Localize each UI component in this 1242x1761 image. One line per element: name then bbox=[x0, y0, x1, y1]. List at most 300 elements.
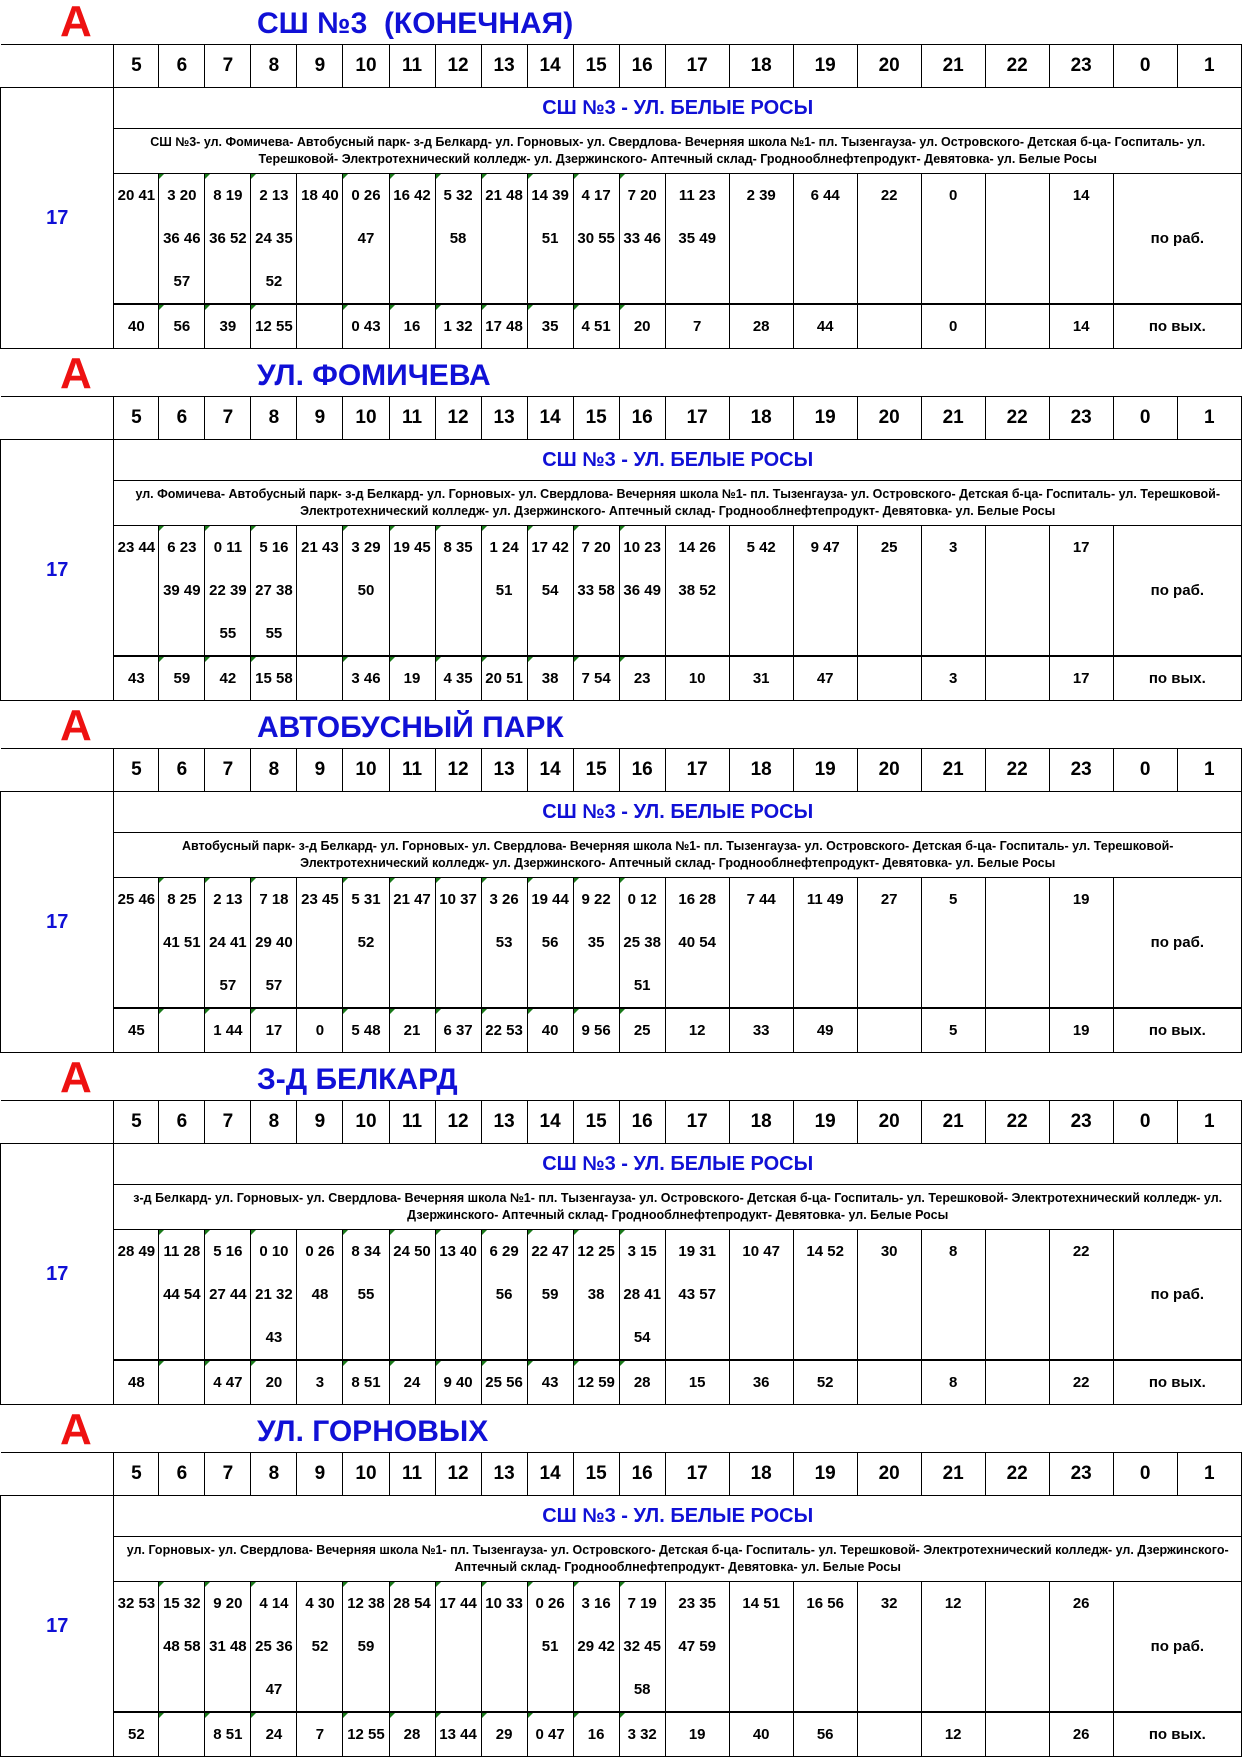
hour-header: 10 bbox=[343, 397, 389, 440]
route-stops-list: ул. Горновых- ул. Свердлова- Вечерняя школа №1- пл. Тызенгауза- ул. Островского- Детская б-ца- Госпиталь- ул. Терешковой- Электротехнический колледж- ул. Дзержинского- Аптечный склад- Гроднооблнефтепродукт- Девятовка- ул. Белые Росы bbox=[114, 1537, 1242, 1582]
departure-cell: 22 39 bbox=[205, 569, 251, 612]
departure-cell bbox=[985, 1316, 1049, 1360]
departure-cell: 57 bbox=[205, 964, 251, 1008]
hour-header: 6 bbox=[159, 749, 205, 792]
hour-header: 18 bbox=[729, 1101, 793, 1144]
departure-cell: 8 35 bbox=[435, 526, 481, 570]
departure-cell: 56 bbox=[481, 1273, 527, 1316]
departure-cell: 20 bbox=[619, 304, 665, 349]
hours-corner bbox=[1, 1101, 114, 1144]
route-stops-list: з-д Белкард- ул. Горновых- ул. Свердлова- Вечерняя школа №1- пл. Тызенгауза- ул. Островского- Детская б-ца- Госпиталь- ул. Терешковой- Электротехнический колледж- ул. Дзержинского- Аптечный склад- Гроднооблнефтепродукт- Девятовка- ул. Белые Росы bbox=[114, 1185, 1242, 1230]
departure-cell: 55 bbox=[343, 1273, 389, 1316]
departure-cell: 17 44 bbox=[435, 1582, 481, 1626]
departure-cell: 25 46 bbox=[114, 878, 159, 922]
departure-cell bbox=[729, 1625, 793, 1668]
departure-cell: 14 bbox=[1049, 304, 1113, 349]
workday-row bbox=[1, 1625, 1242, 1668]
direction-row bbox=[1, 1496, 1242, 1537]
route-number: 17 bbox=[1, 440, 114, 701]
departure-cell bbox=[297, 612, 343, 656]
departure-cell: 15 58 bbox=[251, 656, 297, 701]
departure-cell bbox=[114, 612, 159, 656]
departure-cell: 1 44 bbox=[205, 1008, 251, 1053]
departure-cell bbox=[573, 1668, 619, 1712]
departure-cell bbox=[665, 612, 729, 656]
departure-cell: 35 bbox=[527, 304, 573, 349]
departure-cell bbox=[389, 1625, 435, 1668]
departure-cell bbox=[985, 1230, 1049, 1274]
stop-name: З-Д БЕЛКАРД bbox=[257, 1063, 458, 1096]
bus-type-letter: А bbox=[60, 1405, 92, 1454]
departure-cell: 36 52 bbox=[205, 217, 251, 260]
departure-cell bbox=[665, 1668, 729, 1712]
hour-header: 18 bbox=[729, 397, 793, 440]
departure-cell: 45 bbox=[114, 1008, 159, 1053]
hour-header: 20 bbox=[857, 749, 921, 792]
hour-header: 20 bbox=[857, 1453, 921, 1496]
departure-cell: 59 bbox=[343, 1625, 389, 1668]
departure-cell: 48 bbox=[114, 1360, 159, 1405]
departure-cell: 31 bbox=[729, 656, 793, 701]
departure-cell: 2 39 bbox=[729, 174, 793, 218]
description-row bbox=[1, 1537, 1242, 1582]
schedule-table bbox=[0, 44, 1242, 349]
departure-cell bbox=[389, 217, 435, 260]
weekend-row bbox=[1, 1008, 1242, 1053]
departure-cell bbox=[793, 964, 857, 1008]
departure-cell: 6 23 bbox=[159, 526, 205, 570]
departure-cell: 51 bbox=[527, 1625, 573, 1668]
hour-header: 12 bbox=[435, 1101, 481, 1144]
departure-cell: 29 42 bbox=[573, 1625, 619, 1668]
departure-cell: 40 bbox=[114, 304, 159, 349]
departure-cell bbox=[343, 260, 389, 304]
departure-cell: 8 51 bbox=[205, 1712, 251, 1757]
departure-cell bbox=[297, 260, 343, 304]
departure-cell: 2 13 bbox=[205, 878, 251, 922]
stop-name: АВТОБУСНЫЙ ПАРК bbox=[257, 711, 564, 744]
departure-cell: 11 49 bbox=[793, 878, 857, 922]
departure-cell bbox=[985, 217, 1049, 260]
departure-cell bbox=[921, 260, 985, 304]
departure-cell bbox=[857, 304, 921, 349]
departure-cell: 24 50 bbox=[389, 1230, 435, 1274]
departure-cell: 20 51 bbox=[481, 656, 527, 701]
hour-header: 16 bbox=[619, 1453, 665, 1496]
departure-cell bbox=[114, 1316, 159, 1360]
departure-cell: 14 bbox=[1049, 174, 1113, 218]
departure-cell: 40 54 bbox=[665, 921, 729, 964]
hour-header: 5 bbox=[114, 397, 159, 440]
departure-cell: 0 bbox=[921, 174, 985, 218]
schedule-table bbox=[0, 396, 1242, 701]
departure-cell: 52 bbox=[114, 1712, 159, 1757]
departure-cell bbox=[297, 1668, 343, 1712]
route-direction: СШ №3 - УЛ. БЕЛЫЕ РОСЫ bbox=[114, 1144, 1242, 1185]
hour-header: 13 bbox=[481, 397, 527, 440]
hour-header: 21 bbox=[921, 1453, 985, 1496]
hour-header: 15 bbox=[573, 397, 619, 440]
departure-cell: 22 bbox=[857, 174, 921, 218]
hour-header: 6 bbox=[159, 397, 205, 440]
route-stops-list: ул. Фомичева- Автобусный парк- з-д Белкард- ул. Горновых- ул. Свердлова- Вечерняя школа №1- пл. Тызенгауза- ул. Островского- Детская б-ца- Госпиталь- ул. Терешковой- Электротехнический колледж- ул. Дзержинского- Аптечный склад- Гроднооблнефтепродукт- Девятовка- ул. Белые Росы bbox=[114, 481, 1242, 526]
departure-cell: 12 bbox=[665, 1008, 729, 1053]
hour-header: 6 bbox=[159, 45, 205, 88]
departure-cell bbox=[159, 1712, 205, 1757]
departure-cell: 1 32 bbox=[435, 304, 481, 349]
departure-cell: 15 32 bbox=[159, 1582, 205, 1626]
departure-cell: 54 bbox=[619, 1316, 665, 1360]
departure-cell bbox=[527, 1668, 573, 1712]
weekend-label: по вых. bbox=[1113, 1360, 1241, 1405]
departure-cell: 21 43 bbox=[297, 526, 343, 570]
workday-row bbox=[1, 260, 1242, 304]
bus-type-letter: А bbox=[60, 0, 92, 46]
departure-cell: 55 bbox=[251, 612, 297, 656]
departure-cell bbox=[857, 569, 921, 612]
hour-header: 8 bbox=[251, 1101, 297, 1144]
departure-cell bbox=[297, 217, 343, 260]
departure-cell: 28 41 bbox=[619, 1273, 665, 1316]
departure-cell: 7 18 bbox=[251, 878, 297, 922]
hour-header: 15 bbox=[573, 45, 619, 88]
weekend-label: по вых. bbox=[1113, 1008, 1241, 1053]
departure-cell bbox=[857, 1316, 921, 1360]
hour-header: 9 bbox=[297, 45, 343, 88]
departure-cell: 12 59 bbox=[573, 1360, 619, 1405]
departure-cell: 36 46 bbox=[159, 217, 205, 260]
departure-cell: 56 bbox=[527, 921, 573, 964]
departure-cell bbox=[729, 1668, 793, 1712]
hours-row bbox=[1, 1101, 1242, 1144]
departure-cell bbox=[114, 260, 159, 304]
departure-cell: 12 38 bbox=[343, 1582, 389, 1626]
hours-row bbox=[1, 1453, 1242, 1496]
hour-header: 8 bbox=[251, 1453, 297, 1496]
departure-cell: 3 29 bbox=[343, 526, 389, 570]
departure-cell bbox=[343, 964, 389, 1008]
departure-cell: 5 48 bbox=[343, 1008, 389, 1053]
departure-cell bbox=[857, 1008, 921, 1053]
hour-header: 0 bbox=[1113, 397, 1177, 440]
route-number: 17 bbox=[1, 88, 114, 349]
direction-row bbox=[1, 792, 1242, 833]
departure-cell: 58 bbox=[619, 1668, 665, 1712]
departure-cell bbox=[921, 1668, 985, 1712]
departure-cell: 0 bbox=[297, 1008, 343, 1053]
departure-cell: 51 bbox=[481, 569, 527, 612]
weekend-label: по вых. bbox=[1113, 304, 1241, 349]
hour-header: 7 bbox=[205, 1101, 251, 1144]
departure-cell bbox=[729, 260, 793, 304]
hour-header: 22 bbox=[985, 397, 1049, 440]
workday-label: по раб. bbox=[1113, 526, 1241, 657]
departure-cell bbox=[527, 964, 573, 1008]
hour-header: 14 bbox=[527, 397, 573, 440]
departure-cell: 43 bbox=[527, 1360, 573, 1405]
departure-cell bbox=[481, 1625, 527, 1668]
hour-header: 9 bbox=[297, 397, 343, 440]
departure-cell: 3 15 bbox=[619, 1230, 665, 1274]
hour-header: 22 bbox=[985, 749, 1049, 792]
hour-header: 13 bbox=[481, 45, 527, 88]
hour-header: 19 bbox=[793, 1101, 857, 1144]
hour-header: 8 bbox=[251, 397, 297, 440]
departure-cell: 57 bbox=[251, 964, 297, 1008]
departure-cell bbox=[857, 921, 921, 964]
hour-header: 17 bbox=[665, 397, 729, 440]
departure-cell: 51 bbox=[619, 964, 665, 1008]
departure-cell: 19 44 bbox=[527, 878, 573, 922]
hour-header: 20 bbox=[857, 45, 921, 88]
workday-label: по раб. bbox=[1113, 174, 1241, 305]
description-row bbox=[1, 129, 1242, 174]
departure-cell bbox=[114, 217, 159, 260]
departure-cell bbox=[343, 612, 389, 656]
departure-cell: 3 bbox=[297, 1360, 343, 1405]
departure-cell bbox=[985, 304, 1049, 349]
workday-row bbox=[1, 612, 1242, 656]
departure-cell bbox=[985, 612, 1049, 656]
bus-type-letter: А bbox=[60, 349, 92, 398]
departure-cell: 27 44 bbox=[205, 1273, 251, 1316]
departure-cell bbox=[435, 260, 481, 304]
departure-cell: 47 bbox=[251, 1668, 297, 1712]
departure-cell bbox=[481, 260, 527, 304]
departure-cell: 21 32 bbox=[251, 1273, 297, 1316]
departure-cell bbox=[435, 964, 481, 1008]
departure-cell bbox=[1049, 612, 1113, 656]
departure-cell: 38 52 bbox=[665, 569, 729, 612]
departure-cell: 20 41 bbox=[114, 174, 159, 218]
departure-cell bbox=[114, 964, 159, 1008]
hour-header: 5 bbox=[114, 45, 159, 88]
departure-cell bbox=[481, 1316, 527, 1360]
departure-cell: 0 bbox=[921, 304, 985, 349]
departure-cell: 19 bbox=[1049, 878, 1113, 922]
departure-cell: 36 49 bbox=[619, 569, 665, 612]
departure-cell: 3 46 bbox=[343, 656, 389, 701]
departure-cell: 25 56 bbox=[481, 1360, 527, 1405]
departure-cell bbox=[619, 260, 665, 304]
hour-header: 21 bbox=[921, 397, 985, 440]
departure-cell: 22 bbox=[1049, 1230, 1113, 1274]
hour-header: 23 bbox=[1049, 397, 1113, 440]
departure-cell bbox=[343, 1316, 389, 1360]
hour-header: 0 bbox=[1113, 749, 1177, 792]
departure-cell bbox=[985, 656, 1049, 701]
hour-header: 0 bbox=[1113, 1453, 1177, 1496]
departure-cell: 28 49 bbox=[114, 1230, 159, 1274]
departure-cell: 2 13 bbox=[251, 174, 297, 218]
departure-cell bbox=[857, 1712, 921, 1757]
departure-cell: 26 bbox=[1049, 1582, 1113, 1626]
departure-cell: 7 bbox=[665, 304, 729, 349]
departure-cell bbox=[985, 569, 1049, 612]
departure-cell: 23 35 bbox=[665, 1582, 729, 1626]
departure-cell bbox=[527, 1316, 573, 1360]
departure-cell: 29 bbox=[481, 1712, 527, 1757]
departure-cell: 0 10 bbox=[251, 1230, 297, 1274]
stop-section bbox=[0, 349, 1242, 704]
departure-cell bbox=[857, 1668, 921, 1712]
hour-header: 21 bbox=[921, 1101, 985, 1144]
hour-header: 22 bbox=[985, 45, 1049, 88]
workday-row bbox=[1, 878, 1242, 922]
route-direction: СШ №3 - УЛ. БЕЛЫЕ РОСЫ bbox=[114, 88, 1242, 129]
departure-cell bbox=[435, 1316, 481, 1360]
departure-cell: 0 43 bbox=[343, 304, 389, 349]
departure-cell: 17 bbox=[251, 1008, 297, 1053]
departure-cell bbox=[481, 964, 527, 1008]
departure-cell bbox=[985, 526, 1049, 570]
departure-cell: 19 bbox=[1049, 1008, 1113, 1053]
departure-cell bbox=[729, 921, 793, 964]
workday-row bbox=[1, 174, 1242, 218]
stop-header bbox=[0, 701, 1242, 750]
departure-cell: 16 28 bbox=[665, 878, 729, 922]
departure-cell bbox=[159, 1360, 205, 1405]
hour-header: 1 bbox=[1177, 397, 1241, 440]
departure-cell bbox=[389, 1273, 435, 1316]
departure-cell: 38 bbox=[527, 656, 573, 701]
workday-row bbox=[1, 217, 1242, 260]
departure-cell: 17 42 bbox=[527, 526, 573, 570]
departure-cell bbox=[793, 217, 857, 260]
hour-header: 19 bbox=[793, 1453, 857, 1496]
hour-header: 13 bbox=[481, 1453, 527, 1496]
departure-cell: 23 45 bbox=[297, 878, 343, 922]
departure-cell bbox=[573, 1316, 619, 1360]
departure-cell bbox=[389, 1316, 435, 1360]
departure-cell bbox=[343, 1668, 389, 1712]
departure-cell: 47 bbox=[793, 656, 857, 701]
schedule-table bbox=[0, 748, 1242, 1053]
departure-cell bbox=[1049, 921, 1113, 964]
departure-cell: 22 47 bbox=[527, 1230, 573, 1274]
hour-header: 17 bbox=[665, 1453, 729, 1496]
description-row bbox=[1, 833, 1242, 878]
stop-name: СШ №3 (КОНЕЧНАЯ) bbox=[257, 7, 574, 40]
departure-cell: 19 bbox=[389, 656, 435, 701]
departure-cell bbox=[1049, 1273, 1113, 1316]
departure-cell: 50 bbox=[343, 569, 389, 612]
departure-cell: 33 58 bbox=[573, 569, 619, 612]
departure-cell: 35 49 bbox=[665, 217, 729, 260]
departure-cell bbox=[921, 921, 985, 964]
departure-cell bbox=[114, 1273, 159, 1316]
departure-cell: 20 bbox=[251, 1360, 297, 1405]
departure-cell: 8 19 bbox=[205, 174, 251, 218]
departure-cell: 12 55 bbox=[343, 1712, 389, 1757]
hour-header: 19 bbox=[793, 749, 857, 792]
departure-cell: 55 bbox=[205, 612, 251, 656]
departure-cell: 40 bbox=[527, 1008, 573, 1053]
departure-cell bbox=[857, 1360, 921, 1405]
departure-cell: 56 bbox=[793, 1712, 857, 1757]
departure-cell: 3 20 bbox=[159, 174, 205, 218]
departure-cell: 3 16 bbox=[573, 1582, 619, 1626]
workday-label: по раб. bbox=[1113, 878, 1241, 1009]
stop-section bbox=[0, 1053, 1242, 1408]
departure-cell: 35 bbox=[573, 921, 619, 964]
stop-header bbox=[0, 0, 1242, 44]
departure-cell: 19 bbox=[665, 1712, 729, 1757]
hour-header: 9 bbox=[297, 749, 343, 792]
departure-cell: 42 bbox=[205, 656, 251, 701]
weekend-label: по вых. bbox=[1113, 656, 1241, 701]
departure-cell: 16 56 bbox=[793, 1582, 857, 1626]
departure-cell: 33 bbox=[729, 1008, 793, 1053]
hour-header: 5 bbox=[114, 749, 159, 792]
hour-header: 16 bbox=[619, 749, 665, 792]
departure-cell: 25 36 bbox=[251, 1625, 297, 1668]
departure-cell bbox=[921, 1316, 985, 1360]
departure-cell bbox=[921, 1273, 985, 1316]
hour-header: 17 bbox=[665, 749, 729, 792]
departure-cell bbox=[435, 1273, 481, 1316]
workday-row bbox=[1, 921, 1242, 964]
hour-header: 10 bbox=[343, 45, 389, 88]
departure-cell bbox=[573, 260, 619, 304]
departure-cell: 23 44 bbox=[114, 526, 159, 570]
workday-row bbox=[1, 1668, 1242, 1712]
hour-header: 11 bbox=[389, 1453, 435, 1496]
departure-cell: 10 23 bbox=[619, 526, 665, 570]
departure-cell: 26 bbox=[1049, 1712, 1113, 1757]
departure-cell: 53 bbox=[481, 921, 527, 964]
departure-cell bbox=[665, 1316, 729, 1360]
hour-header: 19 bbox=[793, 397, 857, 440]
departure-cell bbox=[297, 656, 343, 701]
departure-cell bbox=[1049, 1625, 1113, 1668]
workday-label: по раб. bbox=[1113, 1230, 1241, 1361]
departure-cell: 4 14 bbox=[251, 1582, 297, 1626]
departure-cell: 52 bbox=[297, 1625, 343, 1668]
departure-cell bbox=[159, 1668, 205, 1712]
weekend-row bbox=[1, 656, 1242, 701]
departure-cell bbox=[1049, 964, 1113, 1008]
departure-cell: 32 bbox=[857, 1582, 921, 1626]
departure-cell bbox=[527, 612, 573, 656]
departure-cell: 52 bbox=[793, 1360, 857, 1405]
departure-cell bbox=[1049, 1668, 1113, 1712]
departure-cell: 8 51 bbox=[343, 1360, 389, 1405]
weekend-row bbox=[1, 304, 1242, 349]
departure-cell: 12 bbox=[921, 1712, 985, 1757]
departure-cell: 5 32 bbox=[435, 174, 481, 218]
hour-header: 23 bbox=[1049, 45, 1113, 88]
departure-cell: 0 26 bbox=[297, 1230, 343, 1274]
hour-header: 13 bbox=[481, 1101, 527, 1144]
departure-cell: 8 25 bbox=[159, 878, 205, 922]
departure-cell: 5 31 bbox=[343, 878, 389, 922]
departure-cell bbox=[205, 1668, 251, 1712]
departure-cell bbox=[793, 569, 857, 612]
departure-cell bbox=[389, 921, 435, 964]
departure-cell: 4 51 bbox=[573, 304, 619, 349]
departure-cell bbox=[985, 1668, 1049, 1712]
departure-cell: 0 12 bbox=[619, 878, 665, 922]
departure-cell: 6 29 bbox=[481, 1230, 527, 1274]
departure-cell bbox=[985, 1712, 1049, 1757]
hour-header: 14 bbox=[527, 749, 573, 792]
departure-cell: 33 46 bbox=[619, 217, 665, 260]
departure-cell bbox=[114, 921, 159, 964]
departure-cell bbox=[481, 217, 527, 260]
departure-cell: 16 42 bbox=[389, 174, 435, 218]
departure-cell: 59 bbox=[527, 1273, 573, 1316]
